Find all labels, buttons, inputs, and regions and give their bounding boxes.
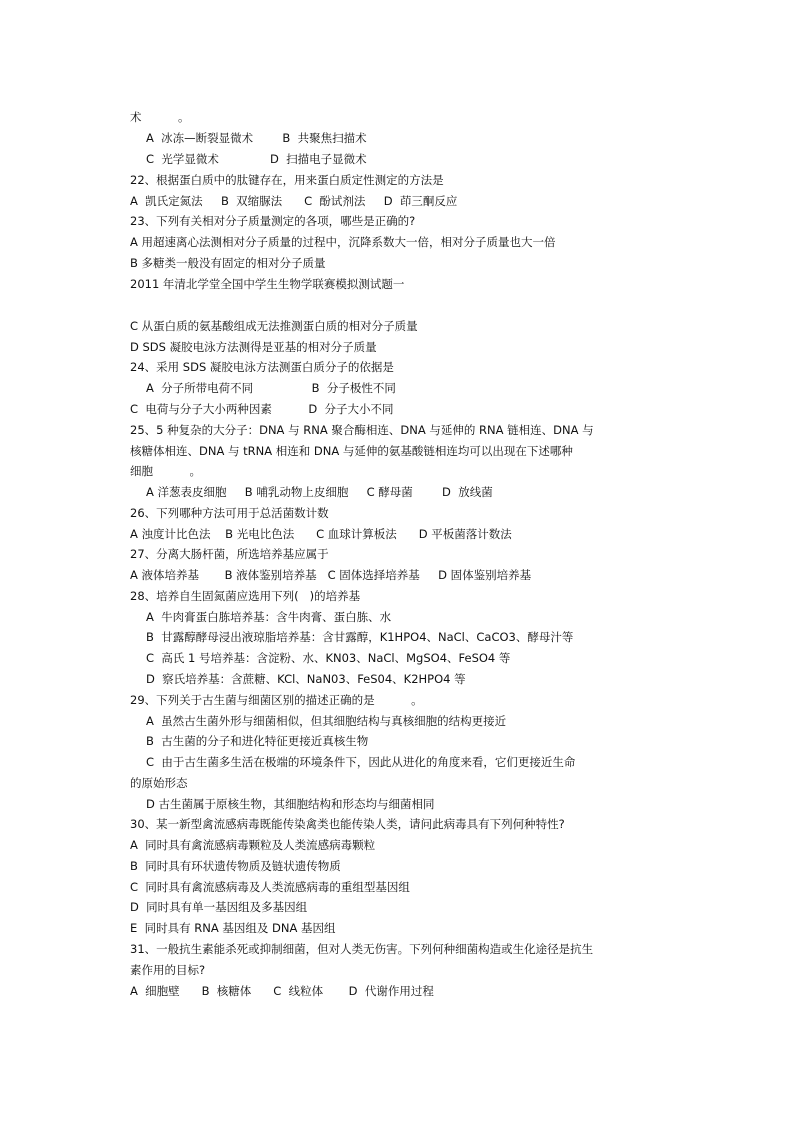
line-q28: 28、培养自生固氮菌应选用下列( )的培养基 [130, 589, 361, 603]
line-q28-d: D 察氏培养基：含蔗糖、KCl、NaN03、FeS04、K2HPO4 等 [146, 672, 466, 686]
line-q27: 27、分离大肠杆菌，所选培养基应属于 [130, 547, 329, 561]
line-q25-2: 核糖体相连、DNA 与 tRNA 相连和 DNA 与延伸的氨基酸链相连均可以出现在下述哪种 [130, 444, 573, 458]
line-q29-c2: 的原始形态 [130, 776, 188, 790]
page-header: 2011 年清北学堂全国中学生生物学联赛模拟测试题一 [130, 277, 405, 291]
line-q25-1: 25、5 种复杂的大分子：DNA 与 RNA 聚合酶相连、DNA 与延伸的 RNA 链相连、DNA 与 [130, 423, 594, 437]
line-q29-a: A 虽然古生菌外形与细菌相似，但其细胞结构与真核细胞的结构更接近 [146, 714, 507, 728]
line-q30-c: C 同时具有禽流感病毒及人类流感病毒的重组型基因组 [130, 880, 410, 894]
line-q26: 26、下列哪种方法可用于总活菌数计数 [130, 506, 329, 520]
line-q30-a: A 同时具有禽流感病毒颗粒及人类流感病毒颗粒 [130, 838, 376, 852]
line-q29-c1: C 由于古生菌多生活在极端的环境条件下，因此从进化的角度来看，它们更接近生命 [146, 755, 576, 769]
line-q30-e: E 同时具有 RNA 基因组及 DNA 基因组 [130, 921, 336, 935]
line-q23: 23、下列有关相对分子质量测定的各项，哪些是正确的? [130, 214, 416, 228]
line-q28-a: A 牛肉膏蛋白胨培养基：含牛肉膏、蛋白胨、水 [146, 610, 392, 624]
line-q23-b: B 多糖类一般没有固定的相对分子质量 [130, 256, 326, 270]
line-q31-opts: A 细胞壁 B 核糖体 C 线粒体 D 代谢作用过程 [130, 984, 434, 998]
line-q21-cd: C 光学显微术 D 扫描电子显微术 [146, 152, 367, 166]
line-q22-opts: A 凯氏定氮法 B 双缩脲法 C 酚试剂法 D 茚三酮反应 [130, 194, 458, 208]
line-q31-2: 素作用的目标? [130, 963, 206, 977]
line-q22: 22、根据蛋白质中的肽键存在，用来蛋白质定性测定的方法是 [130, 173, 444, 187]
line-q24: 24、采用 SDS 凝胶电泳方法测蛋白质分子的依据是 [130, 360, 394, 374]
line-q24-cd: C 电荷与分子大小两种因素 D 分子大小不同 [130, 402, 394, 416]
line-q26-opts: A 浊度计比色法 B 光电比色法 C 血球计算板法 D 平板菌落计数法 [130, 527, 512, 541]
line-q28-c: C 高氏 1 号培养基：含淀粉、水、KN03、NaCl、MgSO4、FeSO4 等 [146, 651, 511, 665]
line-q28-b: B 甘露醇酵母浸出液琼脂培养基：含甘露醇，K1HPO4、NaCl、CaCO3、酵母汁等 [146, 630, 574, 644]
line-q23-a: A 用超速离心法测相对分子质量的过程中，沉降系数大一倍，相对分子质量也大一倍 [130, 235, 556, 249]
line-q29-d: D 古生菌属于原核生物，其细胞结构和形态均与细菌相同 [146, 797, 435, 811]
line-q29-b: B 古生菌的分子和进化特征更接近真核生物 [146, 734, 369, 748]
line-q25-opts: A 洋葱表皮细胞 B 哺乳动物上皮细胞 C 酵母菌 D 放线菌 [146, 485, 493, 499]
line-q27-opts: A 液体培养基 B 液体鉴别培养基 C 固体选择培养基 D 固体鉴别培养基 [130, 568, 532, 582]
line-q21-ab: A 冰冻—断裂显微术 B 共聚焦扫描术 [146, 131, 367, 145]
line-q23-c: C 从蛋白质的氨基酸组成无法推测蛋白质的相对分子质量 [130, 319, 418, 333]
line-q24-ab: A 分子所带电荷不同 B 分子极性不同 [146, 381, 396, 395]
line-q25-3: 细胞 。 [130, 464, 202, 478]
line-q31-1: 31、一般抗生素能杀死或抑制细菌，但对人类无伤害。下列何种细菌构造或生化途径是抗生 [130, 942, 594, 956]
line-q21-tail: 术 。 [130, 110, 190, 124]
line-q30: 30、某一新型禽流感病毒既能传染禽类也能传染人类，请问此病毒具有下列何种特性? [130, 817, 565, 831]
line-q23-d: D SDS 凝胶电泳方法测得是亚基的相对分子质量 [130, 340, 377, 354]
line-q30-d: D 同时具有单一基因组及多基因组 [130, 900, 308, 914]
line-q29: 29、下列关于古生菌与细菌区别的描述正确的是 。 [130, 693, 423, 707]
line-q30-b: B 同时具有环状遗传物质及链状遗传物质 [130, 859, 341, 873]
